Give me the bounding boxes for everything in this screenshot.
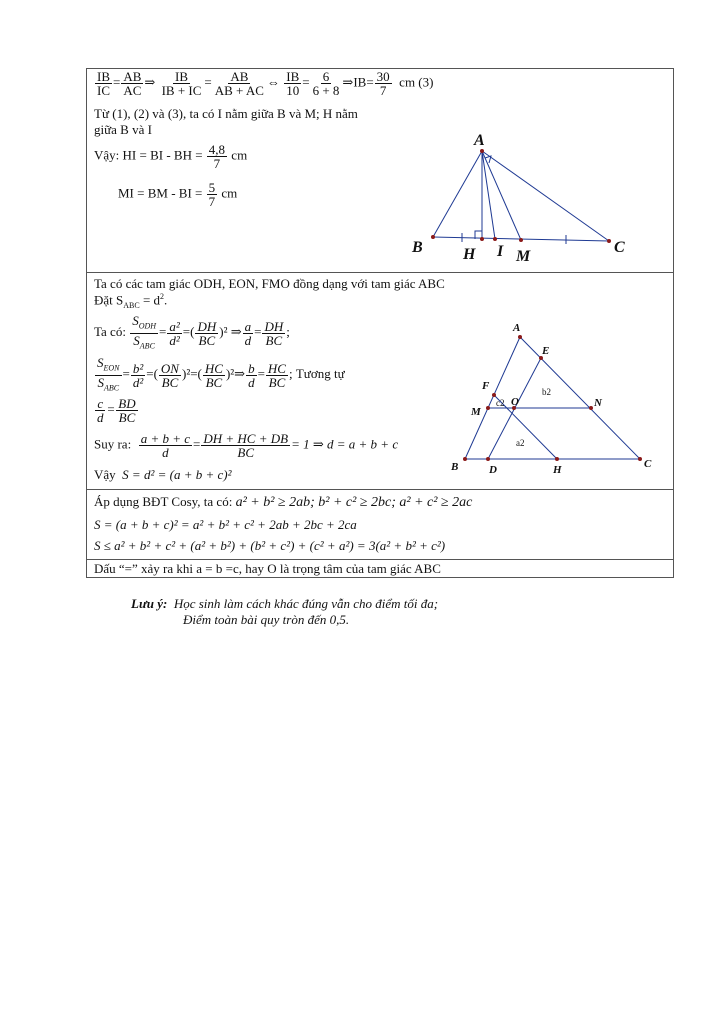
label-c-2: C — [644, 458, 652, 470]
label-d-2: D — [489, 464, 497, 476]
eon-ratio: $\frac{S_{EON}}{S_{ABC}}$ = $\frac{\text{b²}}{\text{d²}}$ =( $\frac{ON}{BC}$ )²=( $\frac{HC}{BC}$ )²⇒ $\frac{b}{d}$ = $\frac{HC}{BC}$ ; Tương tự — [97, 355, 345, 393]
area-label-a2: a2 — [516, 438, 525, 448]
label-m-2: M — [471, 406, 481, 418]
label-h: H — [463, 246, 476, 263]
s-conclusion: Vậy S = d² = (a + b + c)² — [94, 467, 232, 482]
note-line-2: Điểm toàn bài quy tròn đến 0,5. — [183, 612, 350, 627]
note-line-1: Lưu ý: Học sinh làm cách khác đúng vẫn cho điểm tối đa; — [131, 596, 439, 611]
row1-line3: giữa B và I — [94, 122, 152, 137]
s-expansion: S = (a + b + c)² = a² + b² + c² + 2ab + 2bc + 2ca — [94, 517, 357, 532]
label-i: I — [497, 243, 504, 260]
label-m: M — [516, 248, 531, 265]
row2-line1: Ta có các tam giác ODH, EON, FMO đồng dạng với tam giác ABC — [94, 276, 445, 291]
hi-equation: Vậy: HI = BI - BH = $\frac{4,8}{7}$ cm — [94, 142, 248, 171]
label-c: C — [614, 239, 625, 256]
sum-equation: Suy ra: $\frac{a + b + c}{d}$ = $\frac{DH + HC + DB}{BC}$ = 1 ⇒ d = a + b + c — [94, 431, 399, 460]
label-e-2: E — [542, 345, 550, 357]
label-a-2: A — [513, 322, 521, 334]
s-inequality: S ≤ a² + b² + c² + (a² + b²) + (b² + c²) + (c² + a²) = 3(a² + b² + c²) — [94, 538, 446, 553]
segment-ac-2 — [520, 337, 640, 459]
label-n-2: N — [594, 397, 602, 409]
label-h-2: H — [553, 464, 562, 476]
row1-line2: Từ (1), (2) và (3), ta có I nằm giữa B và M; H nằm — [94, 106, 358, 121]
row2-line2: Đặt $S_{ABC} = d^2$. — [94, 292, 168, 310]
cosy-line: Áp dụng BĐT Cosy, ta có: a² + b² ≥ 2ab; b² + c² ≥ 2bc; a² + c² ≥ 2ac — [94, 494, 473, 510]
label-a: A — [474, 132, 485, 149]
area-label-b2: b2 — [542, 387, 551, 397]
mi-equation: MI = BM - BI = $\frac{5}{7}$ cm — [118, 180, 238, 209]
ratio-equation: $\frac{IB}{IC}$ = $\frac{AB}{AC}$ ⇒ $\frac{IB}{IB + IC}$ = $\frac{AB}{AB + AC}$ ⇔ $\frac{IB}{10}$ = $\frac{6}{6 + 8}$ ⇒IB= $\frac{30}{7}$ cm (3) — [97, 69, 434, 98]
label-f-2: F — [482, 380, 490, 392]
equality-condition: Dấu “=” xảy ra khi a = b =c, hay O là trọng tâm của tam giác ABC — [94, 561, 441, 576]
label-o-2: O — [511, 396, 519, 408]
label-b: B — [412, 239, 423, 256]
odh-ratio: Ta có: $\frac{S_{ODH}}{S_{ABC}}$ = $\frac{\text{a²}}{\text{d²}}$ =( $\frac{DH}{BC}$ )² ⇒ $\frac{a}{d}$ = $\frac{DH}{BC}$ ; — [94, 313, 290, 351]
area-label-c2: c2 — [496, 398, 505, 408]
label-b-2: B — [451, 461, 459, 473]
c-ratio: $\frac{c}{d}$ = $\frac{BD}{BC}$ — [97, 396, 136, 425]
